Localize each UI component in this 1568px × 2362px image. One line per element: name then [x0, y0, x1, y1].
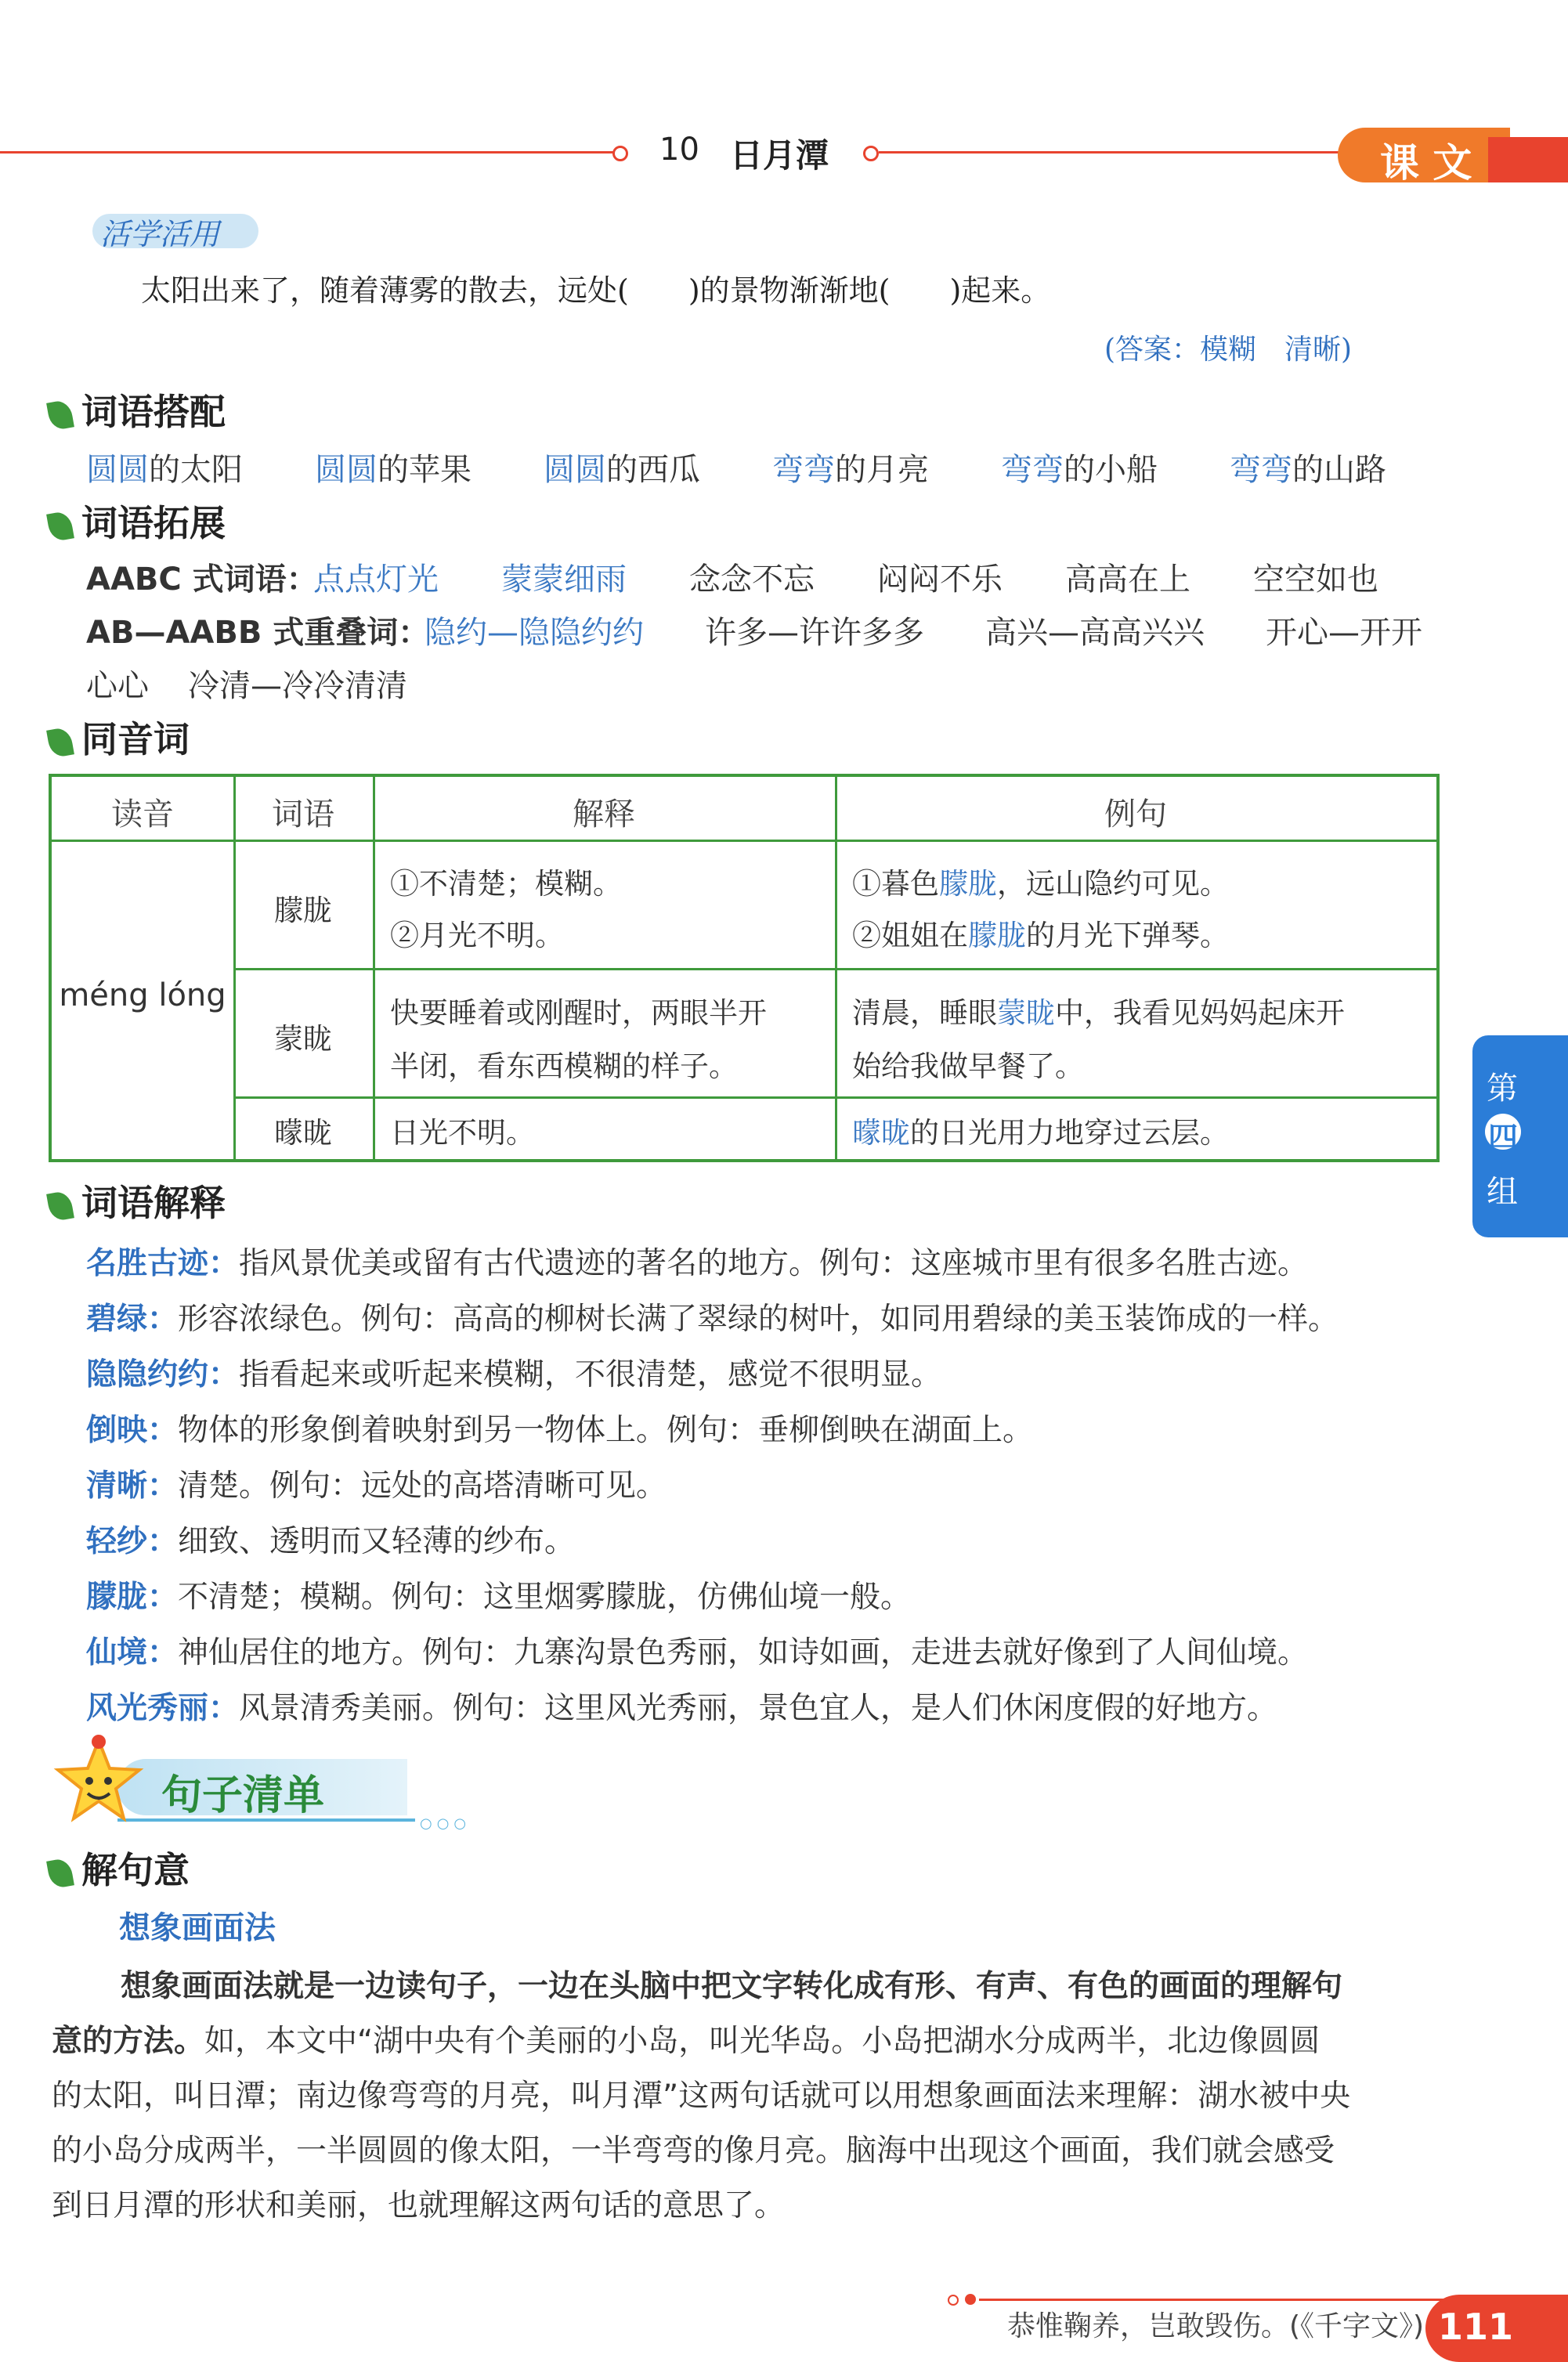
- col-header-explain: 解释: [573, 796, 635, 832]
- footer-dot: [948, 2295, 959, 2306]
- method-paragraph-line: 的太阳，叫日潭；南边像弯弯的月亮，叫月潭”这两句话就可以用想象画面法来理解：湖水被中央: [52, 2078, 1351, 2114]
- pinyin-cell: méng lóng: [59, 977, 226, 1013]
- match-item: 弯弯的月亮: [772, 452, 929, 488]
- table-row-word: 蒙眬: [274, 1022, 332, 1056]
- side-tab-line3: 组: [1487, 1174, 1518, 1210]
- aabc-item: 点点灯光: [313, 562, 439, 598]
- section-tab-label: 课 文: [1380, 140, 1472, 186]
- col-header-word: 词语: [272, 796, 334, 832]
- abaabb-item: 高兴—高高兴兴: [985, 615, 1205, 651]
- list-item: 清晰：清楚。例句：远处的高塔清晰可见。: [86, 1468, 667, 1504]
- leaf-icon: [46, 399, 74, 431]
- aabc-label: AABC 式词语：: [86, 562, 318, 598]
- list-item: 风光秀丽：风景清秀美丽。例句：这里风光秀丽，景色宜人，是人们休闲度假的好地方。: [86, 1691, 1278, 1726]
- method-title: 想象画面法: [119, 1910, 276, 1946]
- abaabb-label: AB—AABB 式重叠词：: [86, 615, 430, 651]
- abaabb-item: 心心: [86, 668, 149, 704]
- header-line-left: [0, 151, 619, 153]
- practice-question: 太阳出来了，随着薄雾的散去，远处( )的景物渐渐地( )起来。: [141, 273, 1051, 308]
- table-row-word: 曚昽: [274, 1116, 332, 1150]
- col-header-example: 例句: [1104, 796, 1167, 832]
- table-row-example: ①暮色朦胧，远山隐约可见。 ②姐姐在朦胧的月光下弹琴。: [852, 867, 1229, 952]
- abaabb-row: [86, 608, 1465, 651]
- table-divider: [233, 1096, 1436, 1099]
- practice-title: 活学活用: [100, 217, 220, 251]
- table-row-explain: ①不清楚；模糊。 ②月光不明。: [390, 867, 622, 952]
- section-tab-red: [1488, 137, 1568, 182]
- table-row-example: 清晨，睡眼蒙眬中，我看见妈妈起床开 始给我做早餐了。: [852, 996, 1345, 1083]
- aabc-item: 蒙蒙细雨: [501, 562, 627, 598]
- banner-title: 句子清单: [161, 1772, 325, 1819]
- sentence-meaning-heading-text: 解句意: [81, 1849, 190, 1891]
- leaf-icon: [46, 726, 74, 758]
- banner-dots: ○○○: [420, 1815, 471, 1832]
- method-paragraph-line: 的小岛分成两半，一半圆圆的像太阳，一半弯弯的像月亮。脑海中出现这个画面，我们就会感受: [52, 2133, 1335, 2169]
- aabc-item: 闷闷不乐: [877, 562, 1003, 598]
- word-match-heading-text: 词语搭配: [81, 391, 226, 433]
- method-paragraph: [52, 1959, 1350, 2234]
- leaf-icon: [46, 1190, 74, 1222]
- match-item: 弯弯的山路: [1230, 452, 1386, 488]
- match-item: 圆圆的太阳: [86, 452, 243, 488]
- match-item: 弯弯的小船: [1001, 452, 1158, 488]
- abaabb-item: 隐约—隐隐约约: [425, 615, 644, 651]
- word-explain-heading: [49, 1175, 226, 1226]
- footer-quote: 恭惟鞠养，岂敢毁伤。(《千字文》): [1007, 2310, 1425, 2342]
- sentence-meaning-heading: [49, 1842, 190, 1894]
- aabc-row: [86, 554, 1449, 598]
- homophones-heading-text: 同音词: [81, 718, 190, 760]
- table-row-explain: 快要睡着或刚醒时，两眼半开 半闭，看东西模糊的样子。: [390, 996, 767, 1083]
- word-expand-heading-text: 词语拓展: [81, 502, 226, 544]
- header-dot-right: [863, 146, 879, 161]
- abaabb-item: 冷清—冷冷清清: [188, 668, 407, 704]
- list-item: 轻纱：细致、透明而又轻薄的纱布。: [86, 1524, 576, 1559]
- list-item: 碧绿：形容浓绿色。例句：高高的柳树长满了翠绿的树叶，如同用碧绿的美玉装饰成的一样。: [86, 1302, 1339, 1337]
- word-explain-heading-text: 词语解释: [81, 1182, 226, 1224]
- page-number: 111: [1438, 2306, 1514, 2348]
- aabc-item: 念念不忘: [689, 562, 815, 598]
- table-divider: [233, 968, 1436, 970]
- word-explain-list: [86, 1236, 1339, 1736]
- homophones-heading: [49, 711, 190, 763]
- method-paragraph-line: 意的方法。如，本文中“湖中央有个美丽的小岛，叫光华岛。小岛把湖水分成两半，北边像圆圆: [52, 2024, 1321, 2059]
- table-row-explain: 日光不明。: [390, 1116, 535, 1150]
- aabc-item: 空空如也: [1253, 562, 1378, 598]
- table-row-word: 朦胧: [274, 894, 332, 927]
- word-match-heading: [49, 384, 226, 435]
- list-item: 仙境：神仙居住的地方。例句：九寨沟景色秀丽，如诗如画，走进去就好像到了人间仙境。: [86, 1635, 1309, 1670]
- star-icon: [52, 1734, 146, 1828]
- aabc-item: 高高在上: [1065, 562, 1190, 598]
- match-item: 圆圆的苹果: [315, 452, 471, 488]
- practice-answer: (答案：模糊 清晰): [1104, 334, 1353, 366]
- list-item: 名胜古迹：指风景优美或留有古代遗迹的著名的地方。例句：这座城市里有很多名胜古迹。: [86, 1246, 1309, 1281]
- side-tab-line1: 第: [1487, 1071, 1518, 1107]
- abaabb-item: 开心—开开: [1266, 615, 1422, 651]
- header-line-right: [879, 151, 1357, 153]
- table-row-example: 曚昽的日光用力地穿过云层。: [852, 1116, 1229, 1150]
- match-item: 圆圆的西瓜: [544, 452, 700, 488]
- list-item: 隐隐约约：指看起来或听起来模糊，不很清楚，感觉不很明显。: [86, 1357, 942, 1392]
- lesson-number: 10: [659, 132, 699, 168]
- method-paragraph-line: 到日月潭的形状和美丽，也就理解这两句话的意思了。: [52, 2188, 786, 2223]
- side-tab: [1472, 1035, 1568, 1237]
- side-tab-line2: 四: [1488, 1121, 1519, 1155]
- homophones-table: [49, 774, 1440, 1162]
- leaf-icon: [46, 510, 74, 542]
- header-dot-left: [612, 146, 628, 161]
- lesson-title: 日月潭: [730, 136, 829, 175]
- list-item: 朦胧：不清楚；模糊。例句：这里烟雾朦胧，仿佛仙境一般。: [86, 1580, 912, 1615]
- table-divider: [52, 840, 1436, 842]
- col-header-pinyin: 读音: [111, 796, 174, 832]
- method-paragraph-bold: 想象画面法就是一边读句子，一边在头脑中把文字转化成有形、有声、有色的画面的理解句: [121, 1969, 1343, 2004]
- abaabb-item: 许多—许许多多: [705, 615, 924, 651]
- abaabb-row-2: [86, 661, 713, 704]
- word-expand-heading: [49, 495, 226, 547]
- leaf-icon: [46, 1857, 74, 1889]
- footer-dot: [965, 2294, 976, 2305]
- list-item: 倒映：物体的形象倒着映射到另一物体上。例句：垂柳倒映在湖面上。: [86, 1413, 1034, 1448]
